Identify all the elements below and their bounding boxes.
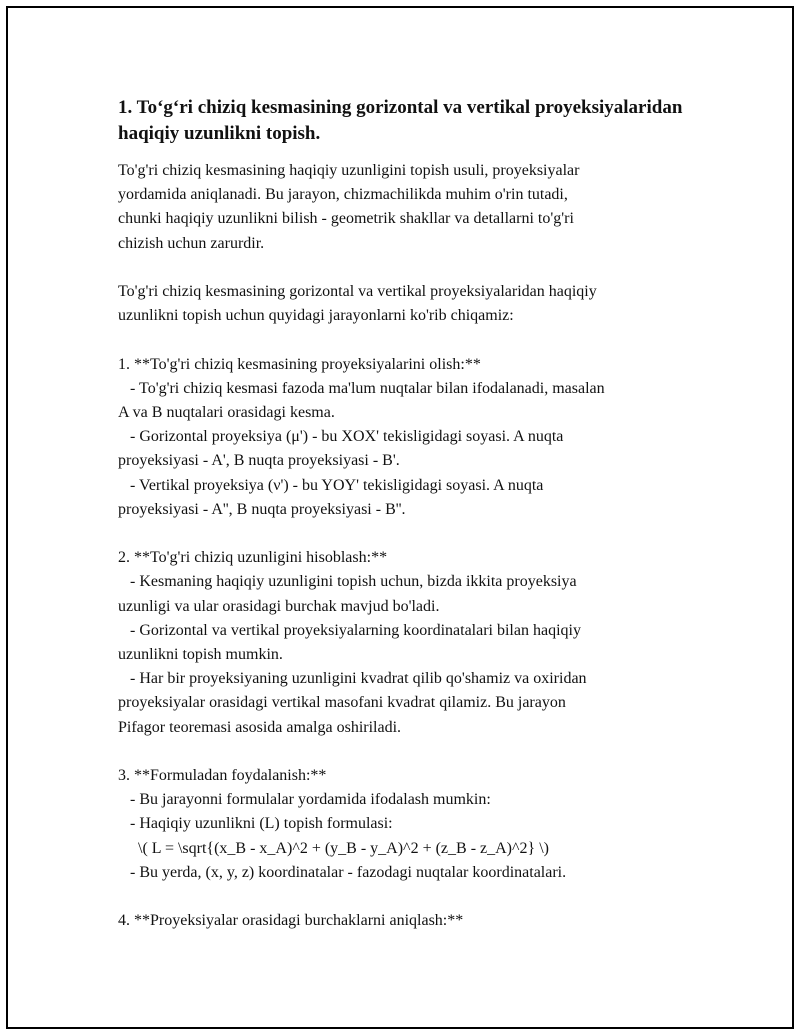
paragraph-list bbox=[118, 159, 698, 933]
text-line: - Har bir proyeksiyaning uzunligini kvadrat qilib qo'shamiz va oxiridan bbox=[118, 670, 587, 688]
text-line: uzunlikni topish mumkin. bbox=[118, 646, 283, 664]
text-line: proyeksiyalar orasidagi vertikal masofani kvadrat qilamiz. Bu jarayon bbox=[118, 694, 566, 712]
paragraph-spacer bbox=[118, 885, 698, 909]
paragraph-spacer bbox=[118, 256, 698, 280]
text-line: A va B nuqtalari orasidagi kesma. bbox=[118, 404, 335, 421]
text-line: 1. **To'g'ri chiziq kesmasining proyeksiyalarini olish:** bbox=[118, 355, 481, 373]
paragraph-spacer bbox=[118, 740, 698, 764]
text-line: - Bu yerda, (x, y, z) koordinatalar - fazodagi nuqtalar koordinatalari. bbox=[118, 863, 567, 881]
text-line: yordamida aniqlanadi. Bu jarayon, chizmachilikda muhim o'rin tutadi, bbox=[118, 186, 568, 204]
text-line: proyeksiyasi - A'', B nuqta proyeksiyasi - B''. bbox=[118, 500, 406, 518]
text-line: uzunlikni topish uchun quyidagi jarayonlarni ko'rib chiqamiz: bbox=[118, 307, 514, 325]
paragraph bbox=[118, 909, 698, 933]
text-line: To'g'ri chiziq kesmasining gorizontal va vertikal proyeksiyalaridan haqiqiy bbox=[118, 283, 597, 300]
paragraph-spacer bbox=[118, 328, 698, 352]
text-line: 2. **To'g'ri chiziq uzunligini hisoblash:** bbox=[118, 549, 388, 567]
text-line: - Haqiqiy uzunlikni (L) topish formulasi: bbox=[118, 815, 393, 833]
paragraph bbox=[118, 546, 698, 740]
paragraph-spacer bbox=[118, 522, 698, 546]
section-heading: 1. To‘g‘ri chiziq kesmasining gorizontal va vertikal proyeksiyalaridan haqiqiy uzunlikni topish. bbox=[118, 97, 683, 144]
paragraph bbox=[118, 764, 698, 885]
paragraph bbox=[118, 159, 698, 256]
text-line: chunki haqiqiy uzunlikni bilish - geometrik shakllar va detallarni to'g'ri bbox=[118, 210, 574, 228]
text-line: uzunligi va ular orasidagi burchak mavjud bo'ladi. bbox=[118, 597, 440, 615]
text-line: - Vertikal proyeksiya (ν') - bu YOY' tekisligidagi soyasi. A nuqta bbox=[118, 476, 544, 494]
text-line: - To'g'ri chiziq kesmasi fazoda ma'lum nuqtalar bilan ifodalanadi, masalan bbox=[118, 379, 605, 397]
text-line: - Bu jarayonni formulalar yordamida ifodalash mumkin: bbox=[118, 791, 491, 809]
paragraph bbox=[118, 353, 698, 522]
document-body bbox=[118, 95, 698, 933]
text-line: Pifagor teoremasi asosida amalga oshiriladi. bbox=[118, 718, 402, 736]
text-line: - Gorizontal proyeksiya (μ') - bu XOX' tekisligidagi soyasi. A nuqta bbox=[118, 428, 564, 446]
text-line: 4. **Proyeksiyalar orasidagi burchaklarni aniqlash:** bbox=[118, 912, 464, 930]
text-line: - Kesmaning haqiqiy uzunligini topish uchun, bizda ikkita proyeksiya bbox=[118, 573, 577, 591]
text-line: \( L = \sqrt{(x_B - x_A)^2 + (y_B - y_A)^2 + (z_B - z_A)^2} \) bbox=[118, 839, 549, 857]
paragraph bbox=[118, 280, 698, 328]
text-line: proyeksiyasi - A', B nuqta proyeksiyasi - B'. bbox=[118, 452, 400, 470]
text-line: chizish uchun zarurdir. bbox=[118, 234, 265, 252]
text-line: - Gorizontal va vertikal proyeksiyalarning koordinatalari bilan haqiqiy bbox=[118, 621, 581, 639]
text-line: To'g'ri chiziq kesmasining haqiqiy uzunligini topish usuli, proyeksiyalar bbox=[118, 162, 580, 179]
text-line: 3. **Formuladan foydalanish:** bbox=[118, 767, 327, 785]
